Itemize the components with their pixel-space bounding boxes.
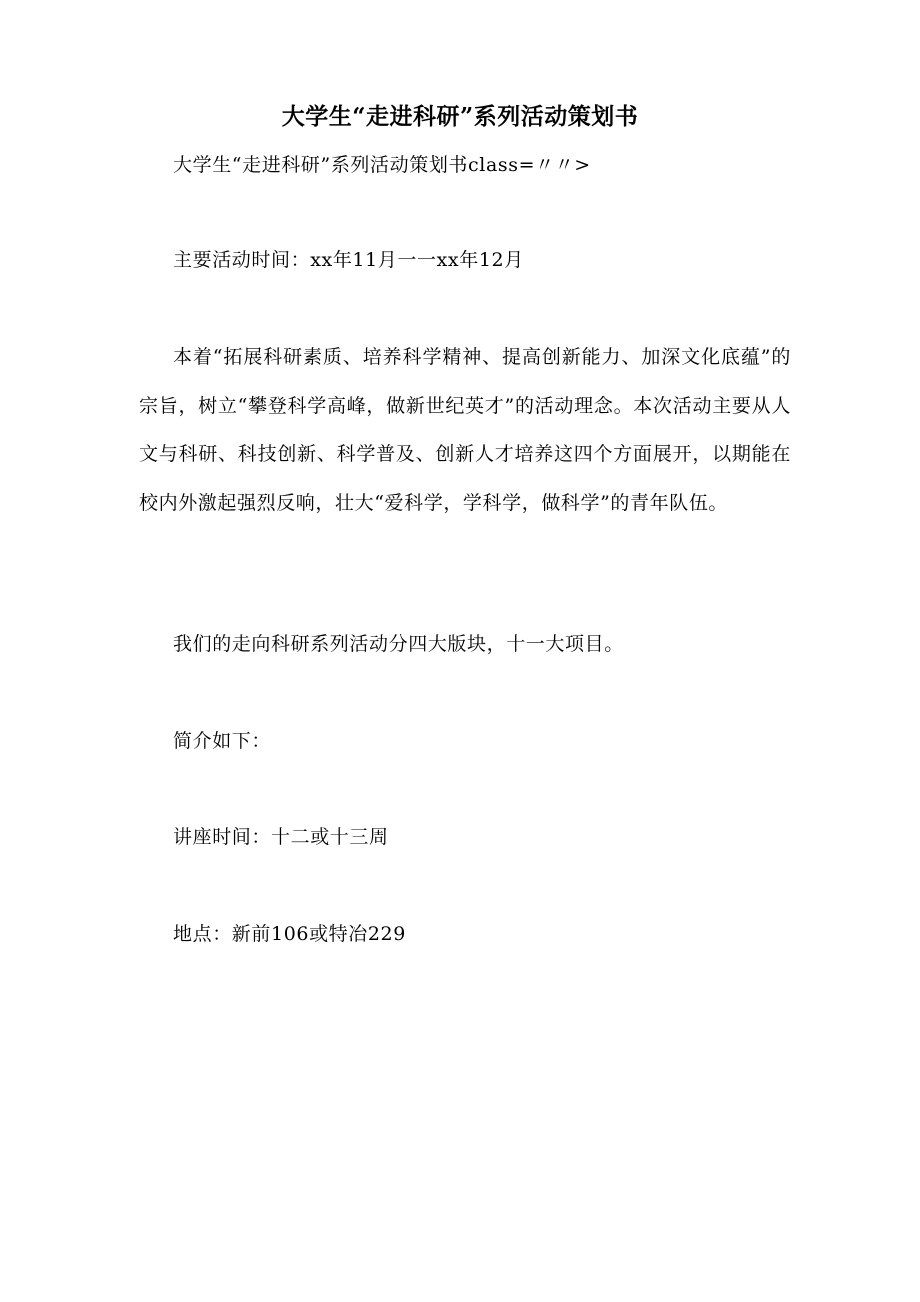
lecture-time-paragraph: 讲座时间：十二或十三周 (173, 826, 389, 848)
location-paragraph: 地点：新前106或特冶229 (173, 923, 406, 945)
document-title: 大学生“走进科研”系列活动策划书 (281, 103, 639, 130)
activity-time-paragraph: 主要活动时间：xx年11月一一xx年12月 (173, 249, 524, 271)
overview-paragraph: 我们的走向科研系列活动分四大版块，十一大项目。 (173, 633, 624, 655)
intro-paragraph: 简介如下： (173, 730, 272, 752)
purpose-paragraph: 本着“拓展科研素质、培养科学精神、提高创新能力、加深文化底蕴”的宗旨，树立“攀登科学高峰，做新世纪英才”的活动理念。本次活动主要从人文与科研、科技创新、科学普及、创新人才培养这四个方面展开，以期能在校内外激起强烈反响，壮大“爱科学，学科学，做科学”的青年队伍。 (139, 346, 791, 514)
subtitle-paragraph: 大学生“走进科研”系列活动策划书class=〃〃> (173, 154, 591, 176)
